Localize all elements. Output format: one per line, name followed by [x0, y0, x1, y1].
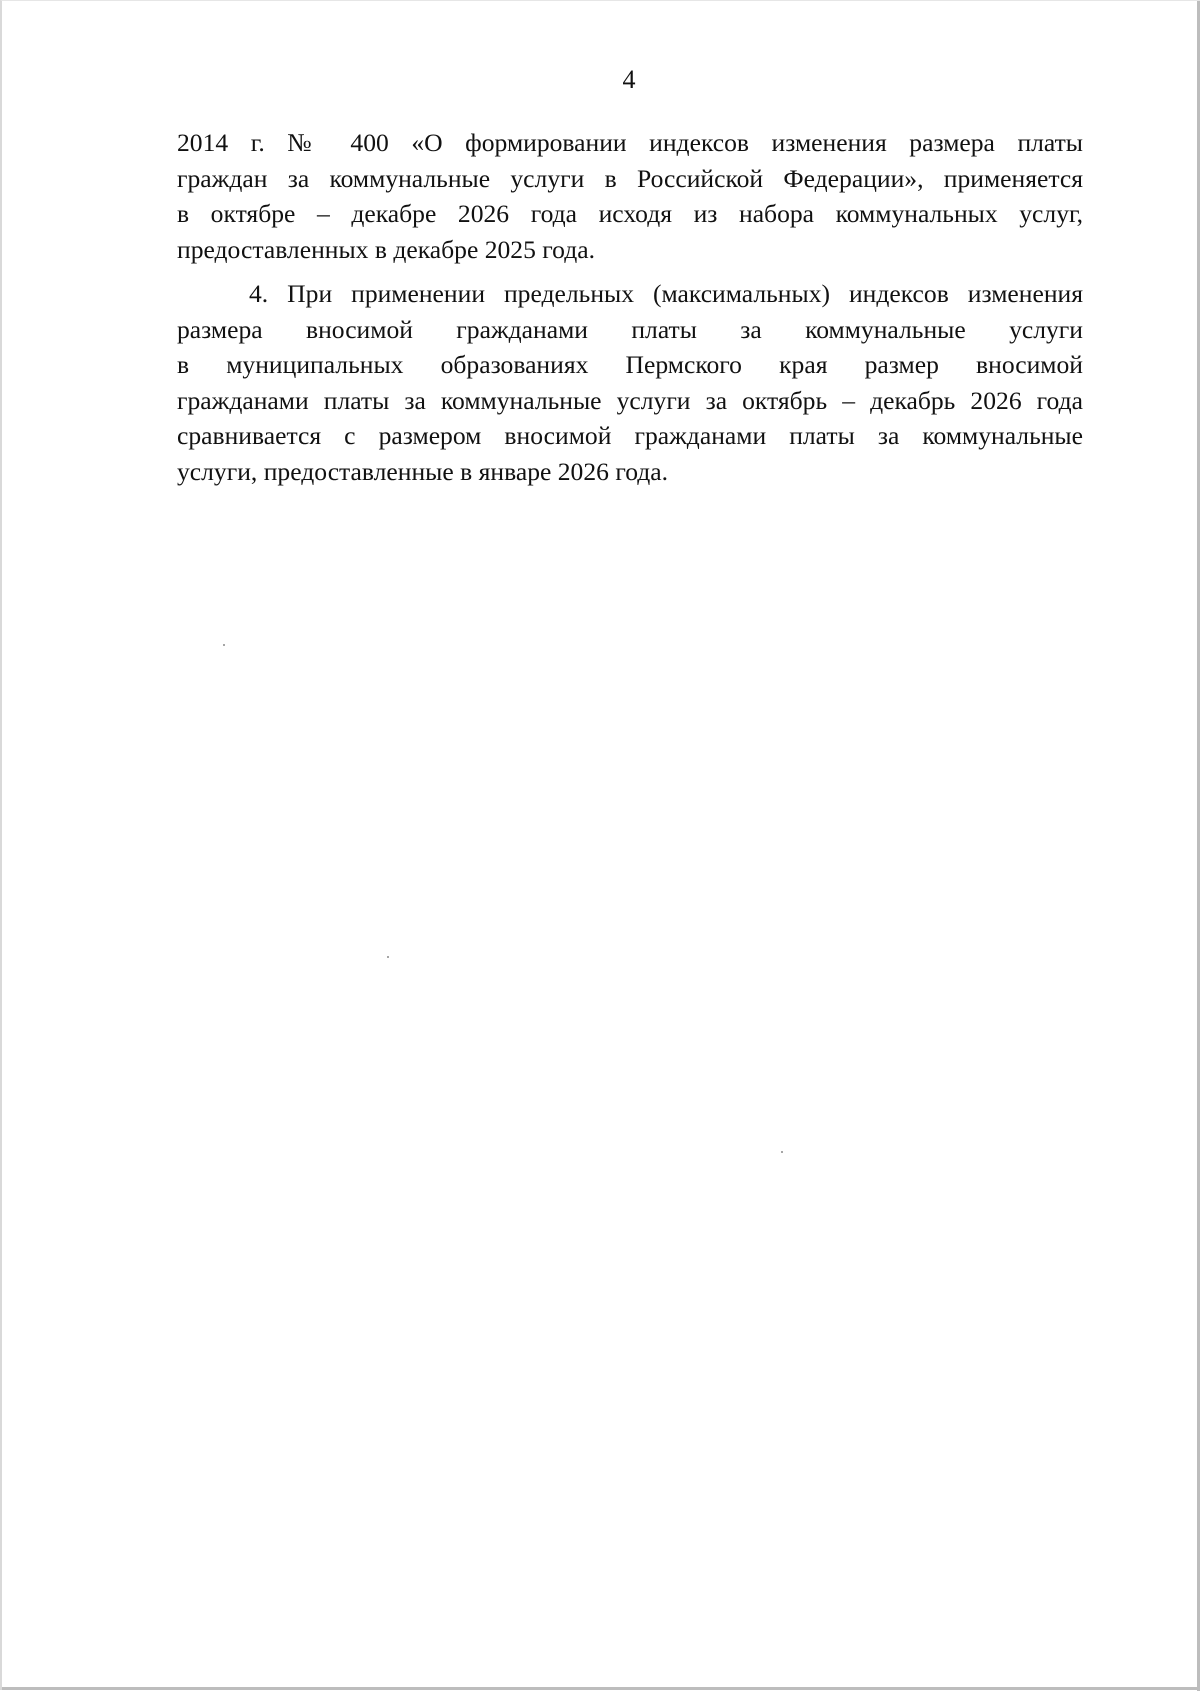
text-line: в муниципальных образованиях Пермского края размер вносимой [177, 350, 1083, 379]
text-line: гражданами платы за коммунальные услуги за октябрь – декабрь 2026 года [177, 385, 1083, 415]
paragraph-item-4 [177, 276, 1083, 489]
scan-speck [781, 1151, 783, 1153]
page-number: 4 [622, 65, 636, 94]
paragraph-continuation [177, 125, 1083, 267]
text-line: сравнивается с размером вносимой гражданами платы за коммунальные [177, 421, 1083, 450]
document-body [177, 125, 1083, 489]
text-line: граждан за коммунальные услуги в Российской Федерации», применяется [177, 163, 1083, 193]
scan-speck [387, 956, 389, 958]
text-line: размера вносимой гражданами платы за коммунальные услуги [177, 314, 1083, 344]
text-line: 2014 г. № 400 «О формировании индексов изменения размера платы [177, 128, 1083, 157]
scan-speck [223, 644, 225, 646]
text-line: предоставленных в декабре 2025 года. [177, 234, 595, 264]
text-line: в октябре – декабре 2026 года исходя из набора коммунальных услуг, [177, 199, 1083, 228]
text-line: 4. При применении предельных (максимальных) индексов изменения [249, 279, 1083, 308]
text-line: услуги, предоставленные в январе 2026 года. [177, 456, 669, 486]
